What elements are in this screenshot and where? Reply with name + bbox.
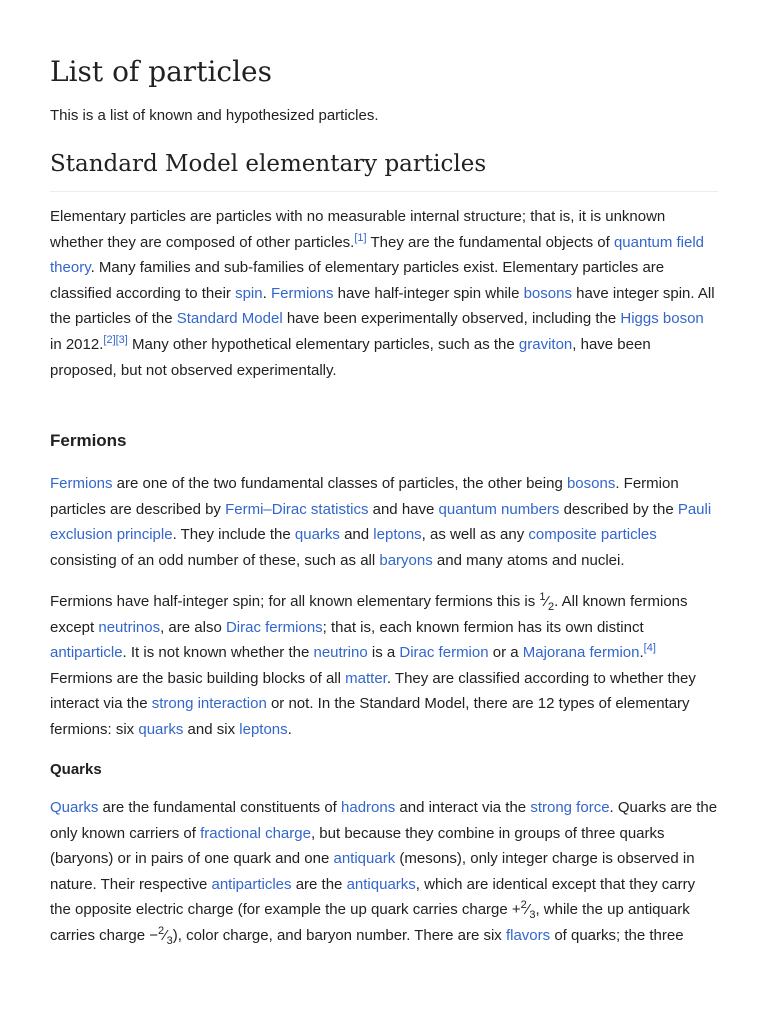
text-run: They are the fundamental objects of xyxy=(366,233,614,251)
link-fractional-charge[interactable]: fractional charge xyxy=(200,824,311,842)
link-fermi-dirac-statistics[interactable]: Fermi–Dirac statistics xyxy=(225,500,369,518)
citation-link[interactable]: [2] xyxy=(103,333,116,346)
text-run: . xyxy=(287,720,292,738)
link-antiparticles[interactable]: antiparticles xyxy=(211,875,292,893)
link-majorana-fermion[interactable]: Majorana fermion xyxy=(522,644,640,662)
text-run: . Quarks are the only known carriers of xyxy=(50,799,718,842)
text-run: . All known fermions except xyxy=(50,593,688,636)
fraction-two-thirds: $^2⁄_3$ xyxy=(520,899,536,922)
text-run: and have xyxy=(368,500,439,518)
text-run: , are also xyxy=(160,618,226,636)
link-matter[interactable]: matter xyxy=(345,669,387,687)
link-hadrons[interactable]: hadrons xyxy=(341,799,396,816)
text-run: , but because they combine in groups of three quarks (baryons) or in pairs of one quark and one xyxy=(50,824,665,868)
link-strong-force[interactable]: strong force xyxy=(530,799,610,816)
text-run: have half-integer spin while xyxy=(333,284,524,302)
section-heading-standard-model: Standard Model elementary particles xyxy=(50,146,718,192)
section-heading-fermions: Fermions xyxy=(50,431,127,450)
text-run: are one of the two fundamental classes of particles, the other being xyxy=(112,475,567,492)
link-fermions[interactable]: Fermions xyxy=(270,284,334,302)
text-run: described by the xyxy=(559,500,678,518)
fraction-two-thirds: $^2⁄_3$ xyxy=(157,924,173,947)
text-run: , have been proposed, but not observed experimentally. xyxy=(50,335,651,379)
text-run: . Many families and sub-families of elementary particles exist. Elementary particles are classified according to their xyxy=(50,259,665,302)
link-baryons[interactable]: baryons xyxy=(379,551,433,569)
citation-link[interactable]: [4] xyxy=(643,642,656,655)
text-run: . It is not known whether the xyxy=(122,644,314,662)
paragraph-quarks xyxy=(50,795,718,949)
link-bosons[interactable]: bosons xyxy=(566,475,616,492)
text-run: are the fundamental constituents of xyxy=(98,799,342,816)
link-quarks[interactable]: quarks xyxy=(138,720,184,738)
paragraph-fermions-2 xyxy=(50,589,718,743)
link-dirac-fermions[interactable]: Dirac fermions xyxy=(225,618,323,636)
text-run: and interact via the xyxy=(395,799,531,816)
text-run: and six xyxy=(183,720,240,738)
citation-3[interactable] xyxy=(116,334,128,346)
text-run: ), color charge, and baryon number. There are six xyxy=(172,926,506,944)
text-run: , as well as any xyxy=(421,526,529,544)
text-run: and many atoms and nuclei. xyxy=(432,551,625,569)
paragraph-standard-model xyxy=(50,204,718,383)
link-neutrinos[interactable]: neutrinos xyxy=(98,618,161,636)
text-run: Fermions have half-integer spin; for all known elementary fermions this is xyxy=(50,593,540,610)
citation-1[interactable] xyxy=(354,232,366,244)
text-run: , which are identical except that they carry the opposite electric charge (for example the up quark carries charge + xyxy=(50,875,696,919)
text-run: in 2012. xyxy=(50,335,104,353)
fraction-one-half: $^1⁄_2$ xyxy=(539,591,555,613)
citation-link[interactable]: [1] xyxy=(354,231,367,244)
text-run: . xyxy=(639,644,644,662)
text-run: and xyxy=(339,526,374,544)
text-run: of quarks; the three xyxy=(550,926,684,944)
link-graviton[interactable]: graviton xyxy=(518,335,573,353)
text-run: ; that is, each known fermion has its own distinct xyxy=(322,618,644,636)
text-run: Many other hypothetical elementary particles, such as the xyxy=(127,335,519,353)
link-flavors[interactable]: flavors xyxy=(505,926,551,944)
link-composite-particles[interactable]: composite particles xyxy=(528,526,657,544)
text-run: have been experimentally observed, including the xyxy=(282,310,621,328)
text-run: . xyxy=(262,284,271,302)
link-fermions[interactable]: Fermions xyxy=(50,475,113,492)
link-leptons[interactable]: leptons xyxy=(239,720,288,738)
text-run: . Fermion particles are described by xyxy=(50,475,679,518)
text-run: or not. In the Standard Model, there are 12 types of elementary fermions: six xyxy=(50,695,690,738)
paragraph-fermions-1 xyxy=(50,471,718,573)
link-higgs-boson[interactable]: Higgs boson xyxy=(620,310,704,328)
text-run: (mesons), only integer charge is observed in nature. Their respective xyxy=(50,850,695,893)
link-standard-model[interactable]: Standard Model xyxy=(176,310,283,328)
link-quantum-numbers[interactable]: quantum numbers xyxy=(438,500,560,518)
text-run: or a xyxy=(488,644,523,662)
citation-4[interactable] xyxy=(644,642,656,654)
link-antiparticle[interactable]: antiparticle xyxy=(50,644,123,662)
link-quarks[interactable]: Quarks xyxy=(50,799,99,816)
lead-paragraph: This is a list of known and hypothesized particles. xyxy=(50,107,379,124)
link-dirac-fermion[interactable]: Dirac fermion xyxy=(399,644,489,662)
citation-2[interactable] xyxy=(103,334,115,346)
text-run: . They are classified according to whether they interact via the xyxy=(50,669,696,713)
text-run: consisting of an odd number of these, such as all xyxy=(50,551,380,569)
text-run: are the xyxy=(291,875,347,893)
link-leptons[interactable]: leptons xyxy=(373,526,422,544)
link-quarks[interactable]: quarks xyxy=(294,526,340,544)
link-quantum-field-theory[interactable]: quantum field theory xyxy=(50,233,705,277)
page-title: List of particles xyxy=(50,55,272,88)
section-heading-quarks: Quarks xyxy=(50,761,102,778)
link-spin[interactable]: spin xyxy=(235,284,263,302)
link-antiquark[interactable]: antiquark xyxy=(333,850,396,868)
text-run: is a xyxy=(367,644,400,662)
link-antiquarks[interactable]: antiquarks xyxy=(346,875,416,893)
link-bosons[interactable]: bosons xyxy=(523,284,572,302)
text-run: . They include the xyxy=(172,526,295,544)
link-pauli-exclusion-principle[interactable]: Pauli exclusion principle xyxy=(50,500,712,544)
text-run: Fermions are the basic building blocks of all xyxy=(50,669,346,687)
text-run: have integer spin. All the particles of the xyxy=(50,284,715,328)
citation-link[interactable]: [3] xyxy=(115,333,128,346)
link-neutrino[interactable]: neutrino xyxy=(313,644,368,662)
link-strong-interaction[interactable]: strong interaction xyxy=(151,695,267,713)
text-run: , while the up antiquark carries charge − xyxy=(50,901,690,944)
text-run: Elementary particles are particles with no measurable internal structure; that is, it is unknown whether they are composed of other particles. xyxy=(50,208,666,251)
